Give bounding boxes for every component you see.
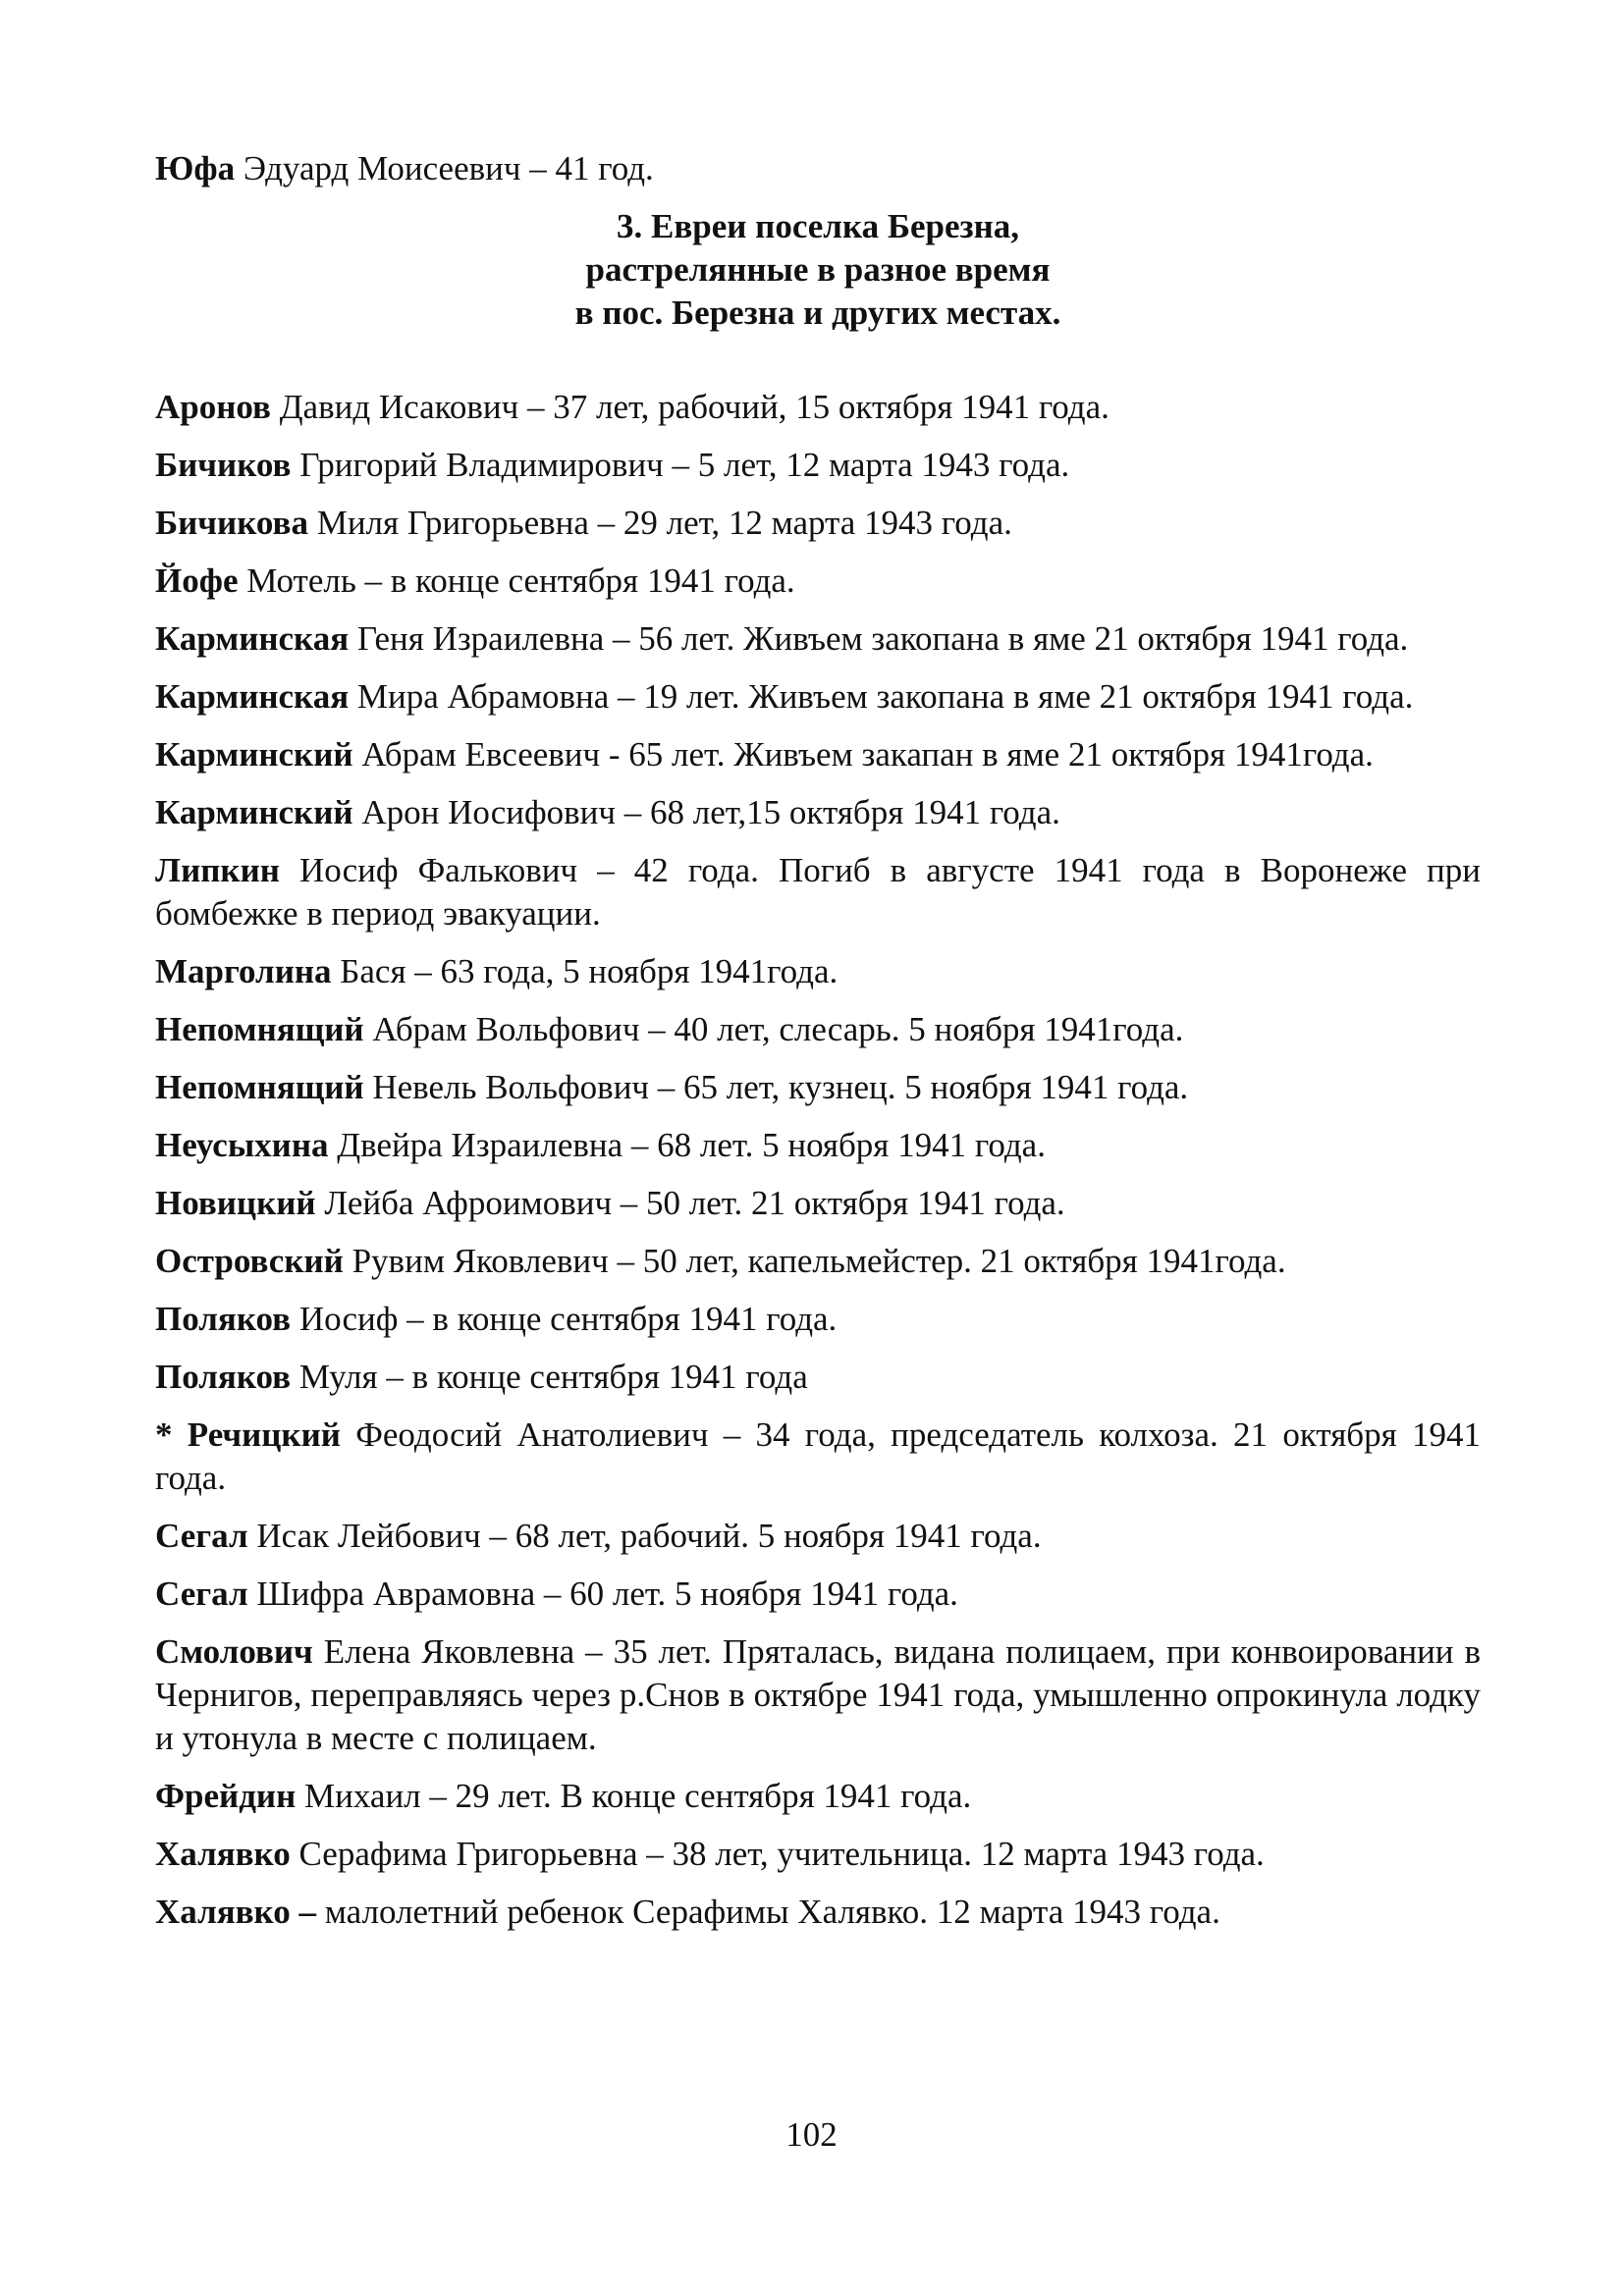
list-item [155, 502, 1481, 545]
entry-surname: Карминская [155, 677, 350, 716]
list-item [155, 1630, 1481, 1760]
entry-details: Давид Исакович – 37 лет, рабочий, 15 октября 1941 года. [270, 388, 1109, 426]
list-item [155, 1414, 1481, 1500]
page-content [155, 147, 1481, 1949]
list-item [155, 1573, 1481, 1616]
entry-surname: Йофе [155, 561, 239, 600]
entry-details: Серафима Григорьевна – 38 лет, учительница. 12 марта 1943 года. [290, 1835, 1265, 1873]
heading-line-1: 3. Евреи поселка Березна, [616, 207, 1019, 245]
entry-surname: Фрейдин [155, 1777, 297, 1815]
entry-details: Двейра Израилевна – 68 лет. 5 ноября 1941 года. [328, 1126, 1046, 1164]
entry-surname: Бичикова [155, 504, 308, 542]
entry-details: малолетний ребенок Серафимы Халявко. 12 марта 1943 года. [316, 1893, 1220, 1931]
entry-surname: Липкин [155, 851, 280, 889]
entry-details: Феодосий Анатолиевич – 34 года, председатель колхоза. 21 октября 1941 года. [155, 1415, 1481, 1497]
entry-surname: Карминский [155, 735, 353, 774]
heading-line-3: в пос. Березна и других местах. [574, 294, 1061, 332]
entry-details: Муля – в конце сентября 1941 года [291, 1358, 808, 1396]
victims-list [155, 386, 1481, 1934]
entry-details: Рувим Яковлевич – 50 лет, капельмейстер. 21 октября 1941года. [343, 1242, 1286, 1280]
list-item [155, 560, 1481, 603]
entry-surname: Поляков [155, 1300, 292, 1338]
list-item [155, 1124, 1481, 1167]
entry-details: Елена Яковлевна – 35 лет. Пряталась, видана полицаем, при конвоировании в Чернигов, переправляясь через р.Снов в октябре 1941 года, умышленно опрокинула лодку и утонула в месте с полицаем. [155, 1632, 1481, 1757]
entry-details: Мира Абрамовна – 19 лет. Живъем закопана в яме 21 октября 1941 года. [349, 677, 1414, 716]
entry-details: Миля Григорьевна – 29 лет, 12 марта 1943 года. [307, 504, 1012, 542]
entry-surname: Сегал [155, 1517, 248, 1555]
entry-details: Бася – 63 года, 5 ноября 1941года. [331, 952, 839, 990]
entry-surname: Поляков [155, 1358, 292, 1396]
entry-marker: * [155, 1415, 188, 1454]
list-item [155, 1515, 1481, 1558]
heading-line-2: растрелянные в разное время [585, 250, 1051, 289]
entry-details: Шифра Аврамовна – 60 лет. 5 ноября 1941 года. [247, 1575, 958, 1613]
entry-details: Григорий Владимирович – 5 лет, 12 марта 1943 года. [291, 446, 1070, 484]
entry-surname: Неусыхина [155, 1126, 329, 1164]
entry-surname: Халявко [155, 1835, 291, 1873]
entry-details: Михаил – 29 лет. В конце сентября 1941 года. [296, 1777, 972, 1815]
list-item [155, 1066, 1481, 1109]
entry-surname: Непомнящий [155, 1068, 364, 1106]
list-item [155, 386, 1481, 429]
entry-surname: Аронов [155, 388, 271, 426]
list-entry-top [155, 147, 1481, 190]
list-item [155, 675, 1481, 719]
list-item [155, 1240, 1481, 1283]
entry-details: Абрам Вольфович – 40 лет, слесарь. 5 ноября 1941года. [363, 1010, 1184, 1048]
entry-surname: Речицкий [187, 1415, 341, 1454]
page-number: 102 [785, 2115, 838, 2154]
entry-details: Иосиф Фалькович – 42 года. Погиб в августе 1941 года в Воронеже при бомбежке в период эвакуации. [155, 851, 1481, 933]
entry-details: Мотель – в конце сентября 1941 года. [238, 561, 795, 600]
list-item [155, 849, 1481, 935]
entry-details: Лейба Афроимович – 50 лет. 21 октября 1941 года. [315, 1184, 1065, 1222]
entry-surname: Смолович [155, 1632, 313, 1671]
entry-surname: Карминская [155, 619, 350, 658]
list-item [155, 1775, 1481, 1818]
list-item [155, 444, 1481, 487]
entry-surname: Сегал [155, 1575, 248, 1613]
entry-surname: Марголина [155, 952, 332, 990]
list-item [155, 617, 1481, 661]
list-item [155, 1298, 1481, 1341]
list-item [155, 950, 1481, 993]
entry-details: Невель Вольфович – 65 лет, кузнец. 5 ноября 1941 года. [363, 1068, 1189, 1106]
entry-details: Эдуард Моисеевич – 41 год. [235, 149, 654, 187]
list-item [155, 1182, 1481, 1225]
entry-details: Арон Иосифович – 68 лет,15 октября 1941 года. [352, 793, 1060, 831]
entry-surname: Юфа [155, 149, 236, 187]
entry-details: Геня Израилевна – 56 лет. Живъем закопана в яме 21 октября 1941 года. [349, 619, 1409, 658]
entry-surname: Бичиков [155, 446, 292, 484]
entry-details: Иосиф – в конце сентября 1941 года. [291, 1300, 838, 1338]
list-item [155, 733, 1481, 776]
list-item [155, 791, 1481, 834]
entry-surname: Новицкий [155, 1184, 316, 1222]
entry-surname: Островский [155, 1242, 344, 1280]
list-item [155, 1356, 1481, 1399]
list-item [155, 1891, 1481, 1934]
list-item [155, 1008, 1481, 1051]
list-item [155, 1833, 1481, 1876]
entry-surname: Карминский [155, 793, 353, 831]
entry-surname: Непомнящий [155, 1010, 364, 1048]
entry-surname: Халявко – [155, 1893, 317, 1931]
entry-details: Абрам Евсеевич - 65 лет. Живъем закапан в яме 21 октября 1941года. [352, 735, 1374, 774]
section-heading [155, 205, 1481, 335]
entry-details: Исак Лейбович – 68 лет, рабочий. 5 ноября 1941 года. [247, 1517, 1042, 1555]
